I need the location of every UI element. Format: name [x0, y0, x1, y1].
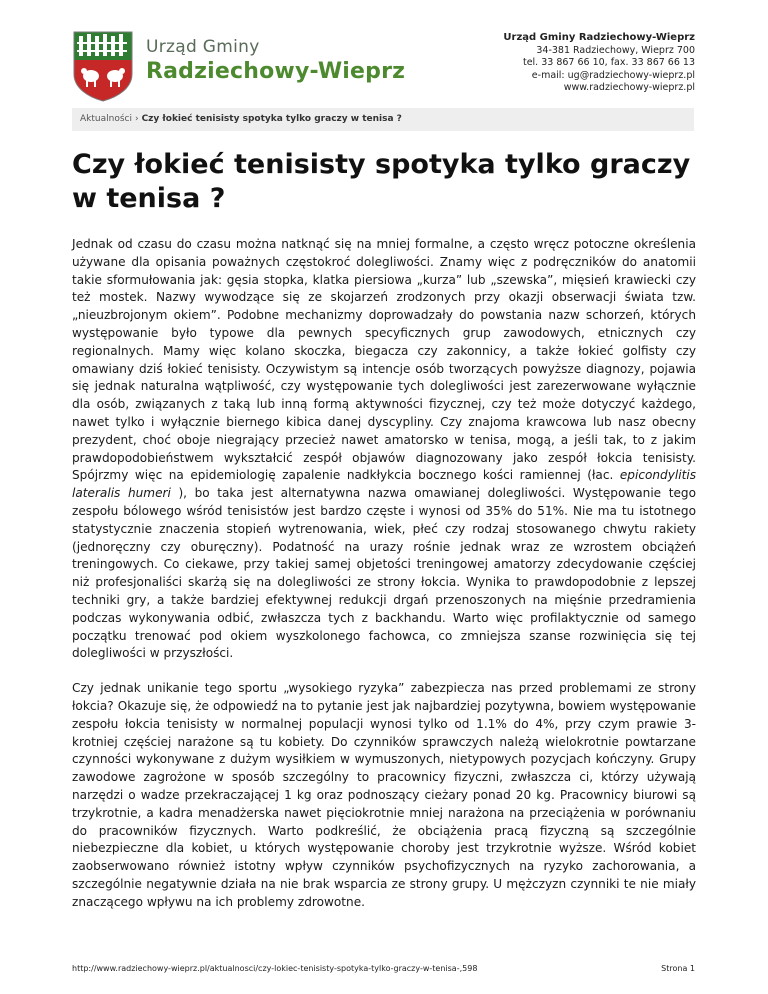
footer-page-number: Strona 1	[661, 964, 695, 973]
contact-block	[503, 32, 695, 95]
contact-phone: tel. 33 867 66 10, fax. 33 867 66 13	[522, 57, 695, 68]
breadcrumb-separator: ›	[134, 114, 139, 124]
page-title: Czy łokieć tenisisty spotyka tylko graczy w tenisa ?	[72, 149, 691, 214]
paragraph-1-text-a: Jednak od czasu do czasu można natknąć się na mniej formalne, a często wręcz potoczne określenia używane dla opisania poważnych częstokroć dolegliwości. Znamy więc z podręczników do anatomii takie sformułowania jak: gęsia stopka, klatka piersiowa „kurza” lub „szewska”, mięsień krawiecki czy też mostek. Nazwy wywodzące się ze skojarzeń zrodzonych przy okazji obserwacji świata tzw. „nieuzbrojonym okiem”. Podobne mechanizmy doprowadzały do powstania nazw schorzeń, których występowanie było typowe dla pewnych specyficznych grup zawodowych, etnicznych czy regionalnych. Mamy więc kolano skoczka, biegacza czy zakonnicy, a także łokieć golfisty czy omawiany dziś łokieć tenisisty. Oczywistym są intencje osób tworzących powyższe diagnozy, pojawia się jednak naturalna wątpliwość, czy występowanie tych dolegliwości jest zarezerwowane wyłącznie dla osób, związanych z taką lub inną formą aktywności fizycznej, czy też może dotyczyć każdego, nawet tylko i wyłącznie biernego kibica danej dyscypliny. Czy znajoma krawcowa lub nasz obecny prezydent, choć oboje niegrający przecież nawet amatorsko w tenisa, mogą, a jeśli tak, to z jakim prawdopodobieństwem wykształcić zespół objawów diagnozowany jako zespół łokcia tenisisty. Spójrzmy więc na epidemiologię zapalenie nadkłykcia bocznego kości ramiennej (łac.	[72, 237, 696, 483]
contact-email[interactable]: e-mail: ug@radziechowy-wieprz.pl	[531, 69, 695, 81]
breadcrumb-parent-link[interactable]: Aktualności	[80, 114, 132, 124]
paragraph-1-text-b: ), bo taka jest alternatywna nazwa omawianej dolegliwości. Występowanie tego zespołu bólowego wśród tenisistów jest bardzo częste i wynosi od 35% do 51%. Nie ma tu istotnego statystycznie znaczenia stopień wytrenowania, wiek, płeć czy rodzaj stosowanego chwytu rakiety (jednoręczny czy oburęczny). Podatność na urazy rośnie jednak wraz ze wzrostem obciążeń treningowych. Co ciekawe, przy takiej samej objetości treningowej amatorzy zdecydowanie częściej niż profesjonaliści skarżą się na dolegliwości ze strony łokcia. Wynika to prawdopodobnie z lepszej techniki gry, a także bardziej efektywnej redukcji drgań przenoszonych na mięśnie przedramienia podczas wykonywania odbić, zwłaszcza tych z backhandu. Warto więc profilaktycznie od samego początku trenować pod okiem wyszkolonego fachowca, co zmniejsza szanse rozwinięcia się tej dolegliwości w przyszłości.	[72, 486, 696, 661]
breadcrumb-current: Czy łokieć tenisisty spotyka tylko graczy w tenisa ?	[141, 114, 402, 124]
article-paragraph-1	[72, 236, 696, 663]
page-header	[0, 0, 768, 110]
logo-subtitle: Urząd Gminy	[146, 37, 260, 57]
contact-website[interactable]: www.radziechowy-wieprz.pl	[563, 82, 695, 93]
latin-term: epicondylitis lateralis humeri	[72, 468, 696, 501]
footer-url[interactable]: http://www.radziechowy-wieprz.pl/aktualnosci/czy-lokiec-tenisisty-spotyka-tylko-graczy-w-tenisa-,598	[72, 964, 478, 973]
article-body	[72, 236, 696, 928]
article-paragraph-2: Czy jednak unikanie tego sportu „wysokiego ryzyka” zabezpiecza nas przed problemami ze strony łokcia? Okazuje się, że odpowiedź na to pytanie jest jak najbardziej pozytywna, bowiem występowanie zespołu łokcia tenisisty w normalnej populacji wynosi tylko od 1.1% do 4%, przy czym prawie 3-krotniej częściej narażone są tu kobiety. Do czynników sprawczych należą wielokrotnie powtarzane czynności wykonywane z dużym wysiłkiem w wymuszonych, nietypowych pozycjach kończyny. Grupy zawodowe zagrożone w sposób szczególny to pracownicy fizyczni, zwłaszcza ci, którzy używają narzędzi o wadze przekraczającej 1 kg oraz podnoszący cieżary ponad 20 kg. Pracownicy biurowi są trzykrotnie, a kadra menadżerska nawet pięciokrotnie mniej narażona na przeciążenia w porównaniu do pracowników fizycznych. Warto podkreślić, że obciążenia pracą fizyczną są szczególnie niebezpieczne dla kobiet, u których występowanie choroby jest trzykrotnie wyższe. Wśród kobiet zaobserwowano również istotny wpływ czynników psychofizycznych na ryzyko zachorowania, a szczególnie negatywnie działa na nie brak wsparcia ze strony grupy. U mężczyzn czynniki te nie miały znaczącego wpływu na ich problemy zdrowotne.	[72, 681, 696, 909]
logo-title: Radziechowy-Wieprz	[146, 59, 406, 84]
contact-org-name: Urząd Gminy Radziechowy-Wieprz	[503, 32, 695, 43]
contact-address: 34-381 Radziechowy, Wieprz 700	[536, 44, 695, 56]
municipality-crest-icon	[72, 30, 134, 102]
breadcrumb	[72, 108, 694, 131]
